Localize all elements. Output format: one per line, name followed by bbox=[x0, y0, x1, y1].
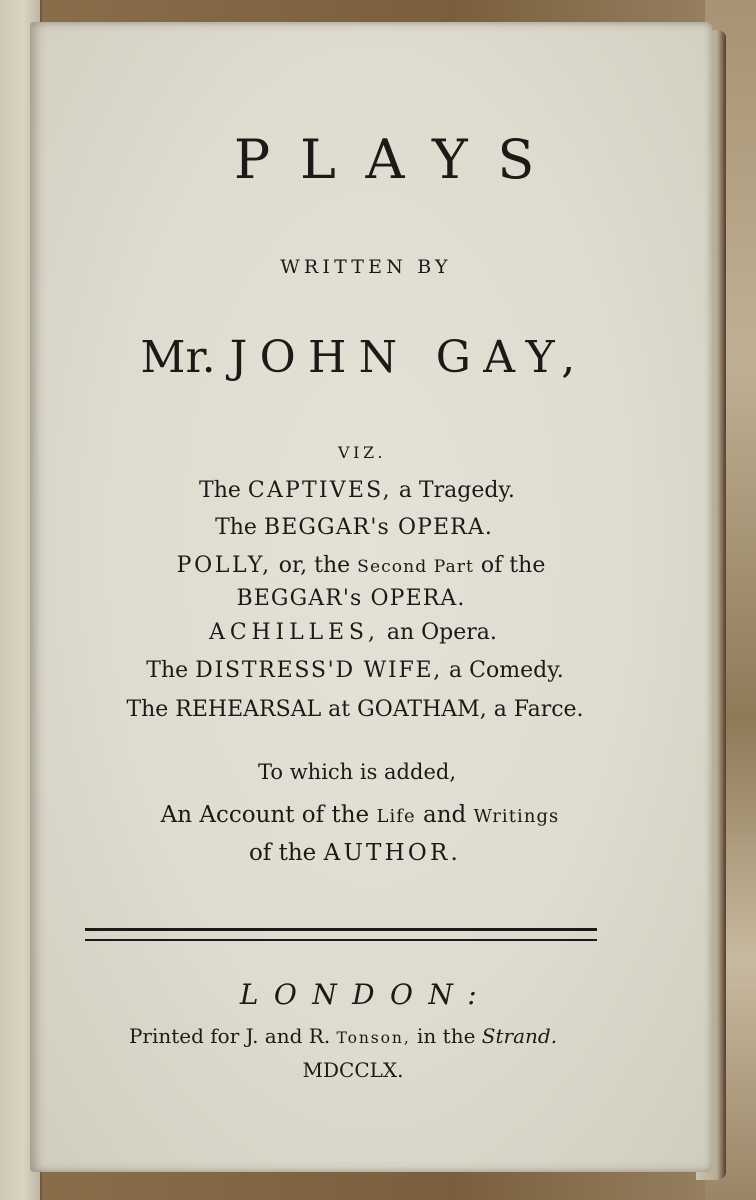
imprint-printer: Tonson, bbox=[336, 1029, 411, 1047]
play-genre: a Farce. bbox=[486, 697, 584, 722]
play-line bbox=[14, 658, 696, 683]
play-title: BEGGAR's OPERA. bbox=[236, 586, 466, 611]
author-line bbox=[23, 332, 705, 383]
play-genre: an Opera. bbox=[379, 620, 497, 645]
imprint-printer-line bbox=[2, 1024, 684, 1048]
play-genre: or, the bbox=[271, 553, 358, 578]
double-rule-bottom bbox=[85, 939, 597, 941]
play-line bbox=[13, 515, 695, 540]
play-title: POLLY, bbox=[176, 553, 272, 578]
play-line bbox=[16, 478, 698, 503]
written-by: WRITTEN BY bbox=[280, 256, 452, 278]
play-title: ACHILLES, bbox=[209, 620, 380, 645]
play-subtitle: Second Part bbox=[357, 557, 474, 577]
account-life: Life bbox=[376, 806, 416, 827]
play-genre: a Comedy. bbox=[442, 658, 564, 683]
account-prefix: An Account of the bbox=[160, 802, 377, 828]
viz-label: VIZ. bbox=[338, 443, 386, 462]
account-and: and bbox=[415, 802, 474, 828]
play-title: CAPTIVES, bbox=[247, 478, 392, 503]
play-title: BEGGAR's OPERA. bbox=[263, 515, 493, 540]
play-title: REHEARSAL at GOATHAM, bbox=[175, 697, 487, 722]
imprint-year: MDCCLX. bbox=[302, 1058, 404, 1082]
author-name: JOHN GAY, bbox=[229, 332, 588, 383]
play-prefix: The bbox=[146, 658, 196, 683]
double-rule-top bbox=[85, 928, 597, 931]
added-note: To which is added, bbox=[258, 760, 456, 784]
play-genre-tail: of the bbox=[473, 553, 546, 578]
imprint-printed-for: Printed for J. and R. bbox=[128, 1024, 337, 1048]
author-prefix: Mr. bbox=[140, 332, 216, 383]
main-title: PLAYS bbox=[233, 128, 565, 191]
imprint-street: Strand. bbox=[481, 1024, 558, 1048]
author-tail-name: AUTHOR. bbox=[323, 840, 462, 866]
play-prefix: The bbox=[199, 478, 248, 503]
play-line bbox=[10, 586, 692, 611]
author-tail-line bbox=[14, 840, 696, 866]
account-line bbox=[19, 802, 701, 828]
play-prefix: The bbox=[126, 697, 176, 722]
imprint-city: LONDON: bbox=[239, 978, 493, 1011]
play-line bbox=[12, 620, 694, 645]
play-line bbox=[20, 553, 702, 578]
play-line bbox=[14, 697, 696, 722]
imprint-in-the: in the bbox=[410, 1024, 482, 1048]
play-prefix: The bbox=[215, 515, 264, 540]
play-title: DISTRESS'D WIFE, bbox=[195, 658, 443, 683]
account-writings: Writings bbox=[473, 806, 560, 827]
play-genre: a Tragedy. bbox=[391, 478, 515, 503]
author-tail-prefix: of the bbox=[248, 840, 324, 866]
